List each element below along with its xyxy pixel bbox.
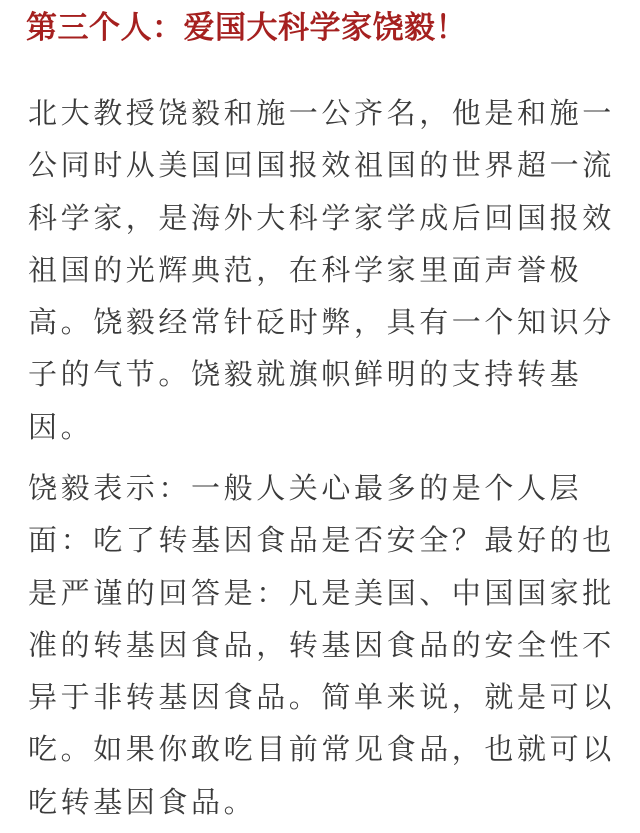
paragraph-line: 科学家，是海外大科学家学成后回国报效 xyxy=(28,200,615,235)
paragraph-line: 因。 xyxy=(28,409,94,444)
paragraph-line: 异于非转基因食品。简单来说，就是可以 xyxy=(28,680,615,715)
paragraph-2 xyxy=(28,462,618,828)
paragraph-line: 吃转基因食品。 xyxy=(28,784,257,819)
paragraph-line: 子的气节。饶毅就旗帜鲜明的支持转基 xyxy=(28,357,583,392)
section-heading: 第三个人：爱国大科学家饶毅！ xyxy=(26,10,467,46)
paragraph-line: 准的转基因食品，转基因食品的安全性不 xyxy=(28,627,615,662)
paragraph-line: 高。饶毅经常针砭时弊，具有一个知识分 xyxy=(28,305,615,340)
paragraph-line: 吃。如果你敢吃目前常见食品，也就可以 xyxy=(28,732,615,767)
paragraph-line: 是严谨的回答是：凡是美国、中国国家批 xyxy=(28,575,615,610)
paragraph-line: 祖国的光辉典范，在科学家里面声誉极 xyxy=(28,252,583,287)
paragraph-line: 公同时从美国回国报效祖国的世界超一流 xyxy=(28,148,615,183)
paragraph-line: 北大教授饶毅和施一公齐名，他是和施一 xyxy=(28,96,615,130)
paragraph-line: 饶毅表示：一般人关心最多的是个人层 xyxy=(28,471,583,505)
paragraph-line: 面：吃了转基因食品是否安全？最好的也 xyxy=(28,523,615,558)
paragraph-1 xyxy=(28,87,618,453)
